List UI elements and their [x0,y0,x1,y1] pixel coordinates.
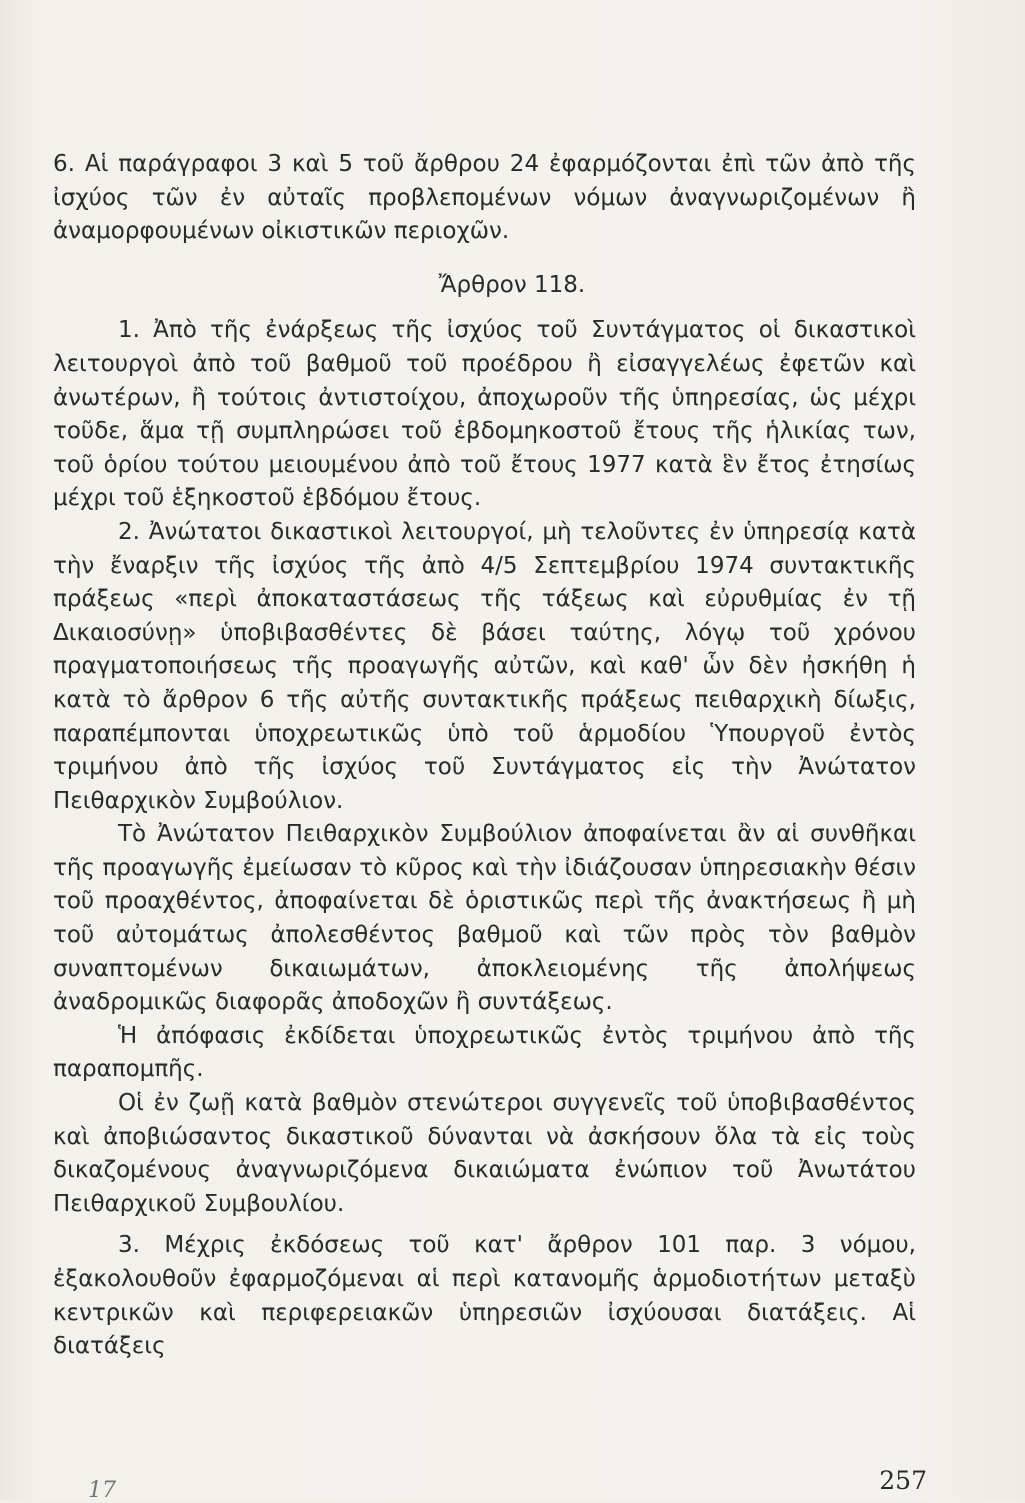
body-text [53,148,916,1364]
paragraph-6: 6. Αἱ παράγραφοι 3 καὶ 5 τοῦ ἄρθρου 24 ἐφαρμόζονται ἐπὶ τῶν ἀπὸ τῆς ἰσχύος τῶν ἐν αὐταῖς προβλεπομένων νόμων ἀναγνωριζομένων ἢ ἀναμορφουμένων οἰκιστικῶν περιοχῶν. [53,151,916,245]
paragraph-1: 1. Ἀπὸ τῆς ἐνάρξεως τῆς ἰσχύος τοῦ Συντάγματος οἱ δικαστικοὶ λειτουργοὶ ἀπὸ τοῦ βαθμοῦ τοῦ προέδρου ἢ εἰσαγγελέως ἐφετῶν καὶ ἀνωτέρων, ἢ τούτοις ἀντιστοίχου, ἀποχωροῦν τῆς ὑπηρεσίας, ὡς μέχρι τοῦδε, ἅμα τῇ συμπληρώσει τοῦ ἑβδομηκοστοῦ ἔτους τῆς ἡλικίας των, τοῦ ὁρίου τούτου μειουμένου ἀπὸ τοῦ ἔτους 1977 κατὰ ἓν ἔτος ἐτησίως μέχρι τοῦ ἑξηκοστοῦ ἑβδόμου ἔτους. [53,317,916,512]
paragraph-decision: Ἡ ἀπόφασις ἐκδίδεται ὑποχρεωτικῶς ἐντὸς τριμήνου ἀπὸ τῆς παραπομπῆς. [53,1022,916,1083]
paragraph-2: 2. Ἀνώτατοι δικαστικοὶ λειτουργοί, μὴ τελοῦντες ἐν ὑπηρεσίᾳ κατὰ τὴν ἔναρξιν τῆς ἰσχύος τῆς ἀπὸ 4/5 Σεπτεμβρίου 1974 συντακτικῆς πράξεως «περὶ ἀποκαταστάσεως τῆς τάξεως καὶ εὐρυθμίας ἐν τῇ Δικαιοσύνῃ» ὑποβιβασθέντες δὲ βάσει ταύτης, λόγῳ τοῦ χρόνου πραγματοποιήσεως τῆς προαγωγῆς αὐτῶν, καὶ καθ' ὧν δὲν ἠσκήθη ἡ κατὰ τὸ ἄρθρον 6 τῆς αὐτῆς συντακτικῆς πράξεως πειθαρχικὴ δίωξις, παραπέμπονται ὑποχρεωτικῶς ὑπὸ τοῦ ἁρμοδίου Ὑπουργοῦ ἐντὸς τριμήνου ἀπὸ τῆς ἰσχύος τοῦ Συντάγματος εἰς τὴν Ἀνώτατον Πειθαρχικὸν Συμβούλιον. [53,518,916,814]
page-number: 257 [879,1466,927,1495]
margin-mark: 17 [88,1478,116,1503]
paragraph-3: 3. Μέχρις ἐκδόσεως τοῦ κατ' ἄρθρον 101 παρ. 3 νόμου, ἐξακολουθοῦν ἐφαρμοζόμεναι αἱ περὶ κατανομῆς ἁρμοδιοτήτων μεταξὺ κεντρικῶν καὶ περιφερειακῶν ὑπηρεσιῶν ἰσχύουσαι διατάξεις. Αἱ διατάξεις [53,1232,916,1360]
paragraph-supreme-council: Τὸ Ἀνώτατον Πειθαρχικὸν Συμβούλιον ἀποφαίνεται ἂν αἱ συνθῆκαι τῆς προαγωγῆς ἐμείωσαν τὸ κῦρος καὶ τὴν ἰδιάζουσαν ὑπηρεσιακὴν θέσιν τοῦ προαχθέντος, ἀποφαίνεται δὲ ὁριστικῶς περὶ τῆς ἀνακτήσεως ἢ μὴ τοῦ αὐτομάτως ἀπολεσθέντος βαθμοῦ καὶ τῶν πρὸς τὸν βαθμὸν συναπτομένων δικαιωμάτων, ἀποκλειομένης τῆς ἀπολήψεως ἀναδρομικῶς διαφορᾶς ἀποδοχῶν ἢ συντάξεως. [53,821,916,1016]
paragraph-relatives: Οἱ ἐν ζωῇ κατὰ βαθμὸν στενώτεροι συγγενεῖς τοῦ ὑποβιβασθέντος καὶ ἀποβιώσαντος δικαστικοῦ δύνανται νὰ ἀσκήσουν ὅλα τὰ εἰς τοὺς δικαζομένους ἀναγνωριζόμενα δικαιώματα ἐνώπιον τοῦ Ἀνωτάτου Πειθαρχικοῦ Συμβουλίου. [53,1090,916,1217]
article-heading: Ἄρθρον 118. [438,271,586,298]
